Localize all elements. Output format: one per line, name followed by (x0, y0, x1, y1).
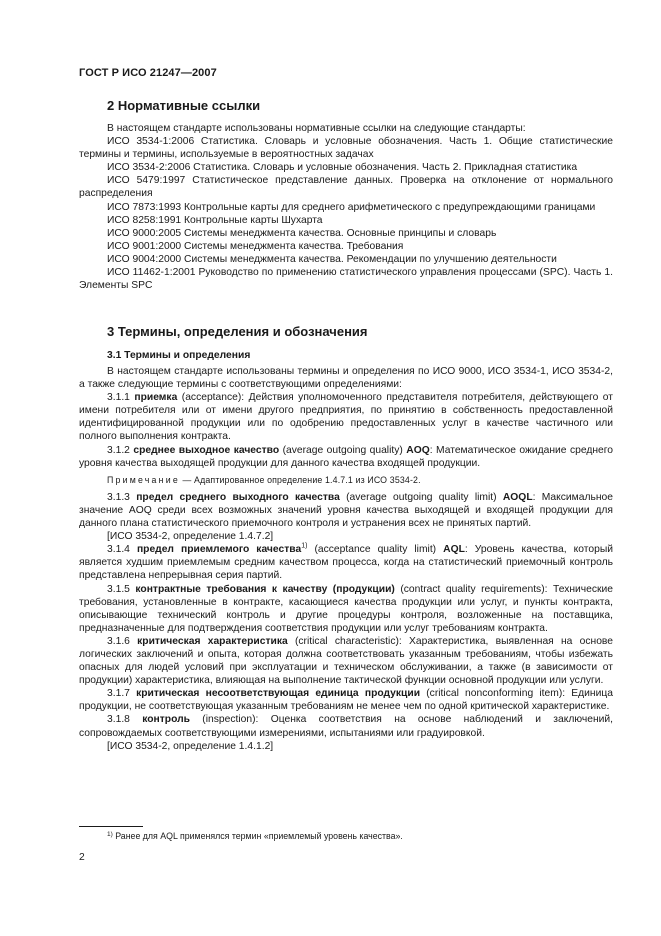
document-header: ГОСТ Р ИСО 21247—2007 (79, 67, 217, 79)
footnote-marker: 1) (301, 542, 308, 550)
term-3-1-2: 3.1.2 среднее выходное качество (average outgoing quality) AOQ: Математическое ожидание среднего уровня качества выходящей продукции для данного качества входящей продукции. (79, 444, 614, 469)
term-name: контрактные требования к качеству (продукции) (135, 583, 395, 595)
subsection-3-1-title: 3.1 Термины и определения (107, 350, 251, 361)
term-name: предел приемлемого качества (136, 544, 302, 556)
footnote: $^{1)}$ Ранее для AQL применялся термин «приемлемый уровень качества». (107, 831, 403, 841)
term-name: приемка (134, 392, 178, 404)
reference-item: ИСО 3534-2:2006 Статистика. Словарь и условные обозначения. Часть 2. Прикладная статистика (107, 162, 578, 174)
reference-item: ИСО 8258:1991 Контрольные карты Шухарта (107, 214, 323, 226)
term-3-1-4: 3.1.4 предел приемлемого качества$^{1)}$ (acceptance quality limit) AQL: Уровень качества, который является худшим приемлемым средним качеством процесса, когда на статистический приемочный контроль представлена непрерывная серия партий. (79, 542, 613, 582)
note-label: Примечание (107, 474, 180, 485)
term-3-1-6: 3.1.6 критическая характеристика (critical characteristic): Характеристика, выявленная на основе логических заключений и опыта, которая должна соответствовать указанным требованиям, чтобы избежать опасных для людей условий при эксплуатации и техническом обслуживании, а также (в зависимости от продукции) характеристика, влияющая на выполнение тактической функции основной продукции или услуги. (79, 635, 614, 687)
section-2-title: 2 Нормативные ссылки (107, 98, 261, 113)
reference-item: ИСО 5479:1997 Статистическое представление данных. Проверка на отклонение от нормального распределения (79, 175, 613, 200)
reference-item: ИСО 9001:2000 Системы менеджмента качества. Требования (107, 240, 404, 252)
term-3-1-7: 3.1.7 критическая несоответствующая единица продукции (critical nonconforming item): Единица продукции, не соответствующая указанным требованиям не менее чем по одной критической характеристике. (79, 688, 613, 713)
term-abbreviation: AQL (443, 544, 465, 556)
terms-and-definitions (79, 365, 613, 753)
term-name: предел среднего выходного качества (136, 491, 340, 503)
footnote-divider (79, 826, 143, 827)
normative-references (79, 122, 613, 292)
terms-intro: В настоящем стандарте использованы термины и определения по ИСО 9000, ИСО 3534-1, ИСО 3534-2, а также следующие термины с соответствующими определениями: (79, 366, 613, 391)
term-name: контроль (142, 714, 190, 726)
term-3-1-3: 3.1.3 предел среднего выходного качества (average outgoing quality limit) AOQL: Максимальное значение AOQ среди всех возможных значений уровня качества выходящей и входящей продукции для данного плана статистического приемочного контроля и устранения всех не принятых партий. (79, 491, 614, 530)
reference-item: ИСО 9004:2000 Системы менеджмента качества. Рекомендации по улучшению деятельности (107, 253, 557, 265)
section-3-title: 3 Термины, определения и обозначения (107, 324, 368, 339)
reference-item: ИСО 9000:2005 Системы менеджмента качества. Основные принципы и словарь (107, 227, 497, 239)
term-3-1-8: 3.1.8 контроль (inspection): Оценка соответствия на основе наблюдений и заключений, сопровождаемых соответствующими измерениями, испытаниями или градуировкой. (79, 714, 613, 739)
footnote-mark: 1) (107, 831, 113, 838)
page-number: 2 (79, 852, 85, 863)
source-reference: [ИСО 3534-2, определение 1.4.1.2] (107, 740, 274, 752)
term-name: среднее выходное качество (133, 444, 280, 456)
term-name: критическая характеристика (137, 635, 288, 647)
term-3-1-1: 3.1.1 приемка (acceptance): Действия уполномоченного представителя потребителя, действующего от имени потребителя или от имени другого предприятия, по принятию в собственность предоставленной идентифицированной продукции или по одобрению предоставленных услуг в качестве частичного или полного выполнения контракта. (79, 392, 614, 443)
term-abbreviation: AOQL (502, 491, 533, 503)
reference-item: ИСО 3534-1:2006 Статистика. Словарь и условные обозначения. Часть 1. Общие статистические термины и термины, используемые в вероятностных задачах (79, 136, 613, 161)
note: Примечание — Адаптированное определение 1.4.7.1 из ИСО 3534-2. (107, 474, 421, 485)
term-3-1-5: 3.1.5 контрактные требования к качеству (продукции) (contract quality requirements): Технические требования, установленные в контракте, касающиеся качества продукции или услуг, и пункты контракта, описывающие технический контроль и другие процедуры контроля, возложенные на поставщика, предназначенные для подтверждения соответствия продукции или услуг требованиям контракта. (79, 583, 613, 634)
reference-item: ИСО 7873:1993 Контрольные карты для среднего арифметического с предупреждающими границами (107, 201, 596, 213)
term-name: критическая несоответствующая единица продукции (136, 688, 421, 700)
source-reference: [ИСО 3534-2, определение 1.4.7.2] (107, 531, 274, 543)
term-abbreviation: AOQ (406, 444, 430, 456)
references-intro: В настоящем стандарте использованы нормативные ссылки на следующие стандарты: (107, 123, 526, 134)
reference-item: ИСО 11462-1:2001 Руководство по применению статистического управления процессами (SPC). Часть 1. Элементы SPC (79, 267, 613, 292)
